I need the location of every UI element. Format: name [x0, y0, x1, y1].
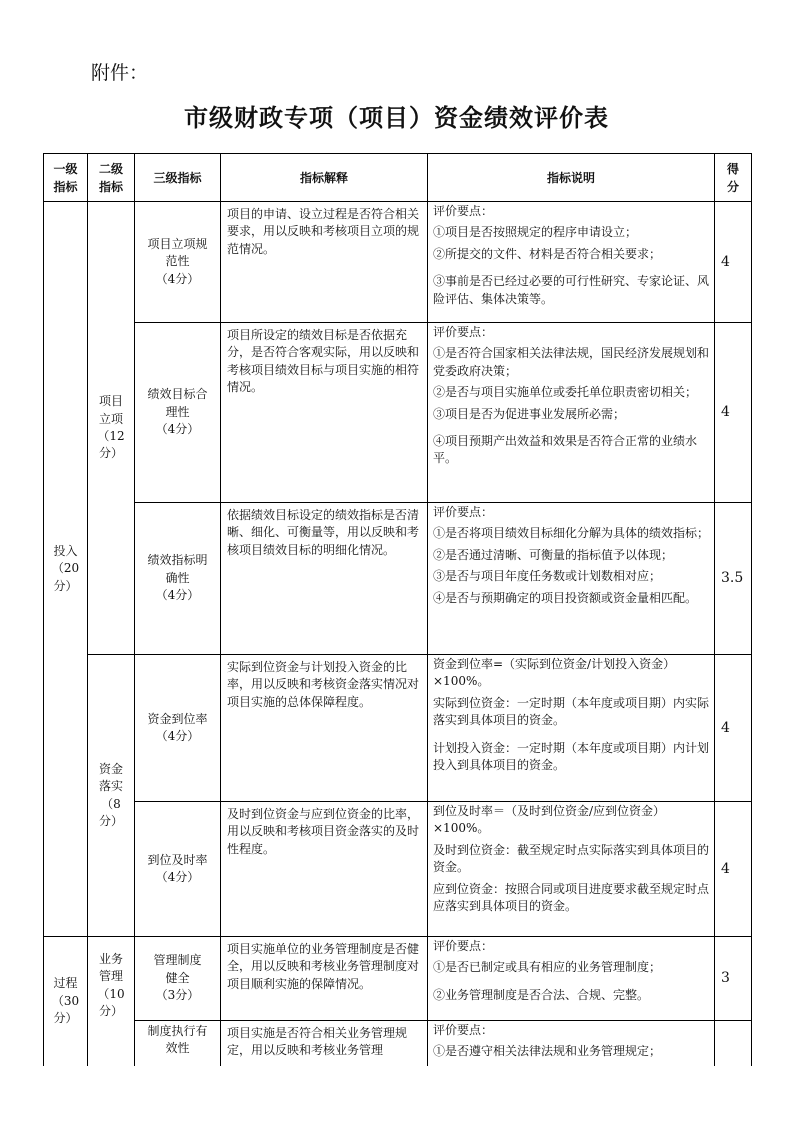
level3-cell: 制度执行有 效性 [135, 1021, 221, 1066]
description-line: ②是否通过清晰、可衡量的指标值予以体现； [433, 547, 674, 562]
explanation-cell: 项目实施是否符合相关业务管理规定，用以反映和考核业务管理 [221, 1021, 428, 1066]
level3-cell: 到位及时率 （4分） [135, 802, 221, 937]
description-cell [428, 655, 715, 802]
description-line: ①是否已制定或具有相应的业务管理制度； [433, 960, 662, 975]
page-title: 市级财政专项（项目）资金绩效评价表 [184, 104, 609, 132]
table-row [44, 323, 752, 503]
description-line: ③事前是否已经过必要的可行性研究、专家论证、风险评估、集体决策等。 [433, 274, 710, 306]
description-line: ②所提交的文件、材料是否符合相关要求； [433, 246, 662, 261]
header-explanation: 指标解释 [221, 154, 428, 202]
level3-cell: 管理制度 健全 （3分） [135, 937, 221, 1021]
table-row [44, 655, 752, 802]
table-row [44, 202, 752, 323]
explanation-cell: 项目所设定的绩效目标是否依据充分，是否符合客观实际，用以反映和考核项目绩效目标与项目实施的相符情况。 [221, 323, 428, 503]
description-line: 评价要点： [433, 1023, 494, 1037]
description-line: ②业务管理制度是否合法、合规、完整。 [433, 987, 650, 1002]
description-line: ①项目是否按照规定的程序申请设立； [433, 225, 638, 240]
level3-cell: 绩效指标明 确性 （4分） [135, 503, 221, 655]
level3-cell: 绩效目标合 理性 （4分） [135, 323, 221, 503]
description-cell [428, 503, 715, 655]
description-line: ①是否遵守相关法律法规和业务管理规定； [433, 1044, 662, 1059]
description-cell [428, 802, 715, 937]
score-cell: 4 [715, 655, 752, 802]
description-line: 资金到位率=（实际到位资金/计划投入资金）×100%。 [433, 657, 676, 689]
level1-process: 过程 （30 分） [44, 937, 88, 1066]
description-line: ①是否符合国家相关法律法规，国民经济发展规划和党委政府决策； [433, 346, 710, 378]
description-line: 评价要点： [433, 505, 494, 519]
attachment-label: 附件： [91, 62, 149, 84]
description-line: ④项目预期产出效益和效果是否符合正常的业绩水平。 [433, 433, 698, 466]
description-line: ③项目是否为促进事业发展所必需； [433, 406, 626, 421]
level1-input: 投入 （20 分） [44, 202, 88, 937]
header-description: 指标说明 [428, 154, 715, 202]
explanation-cell: 项目的申请、设立过程是否符合相关要求，用以反映和考核项目立项的规范情况。 [221, 202, 428, 323]
score-cell: 4 [715, 802, 752, 937]
explanation-cell: 项目实施单位的业务管理制度是否健全，用以反映和考核业务管理制度对项目顺利实施的保障情况。 [221, 937, 428, 1021]
description-line: ④是否与预期确定的项目投资额或资金量相匹配。 [433, 590, 698, 605]
level2-project-approval: 项目 立项 （12 分） [88, 202, 135, 655]
description-line: ②是否与项目实施单位或委托单位职责密切相关； [433, 385, 698, 400]
table-row [44, 1021, 752, 1066]
score-cell: 3.5 [715, 503, 752, 655]
description-cell [428, 1021, 715, 1066]
evaluation-table [43, 153, 752, 1066]
description-line: ③是否与项目年度任务数或计划数相对应； [433, 569, 662, 584]
description-line: 应到位资金：按照合同或项目进度要求截至规定时点应落实到具体项目的资金。 [433, 881, 710, 913]
score-cell: 3 [715, 937, 752, 1021]
description-cell [428, 202, 715, 323]
level3-cell: 资金到位率 （4分） [135, 655, 221, 802]
level3-cell: 项目立项规 范性 （4分） [135, 202, 221, 323]
explanation-cell: 及时到位资金与应到位资金的比率，用以反映和考核项目资金落实的及时性程度。 [221, 802, 428, 937]
table-row [44, 503, 752, 655]
score-cell: 4 [715, 202, 752, 323]
description-cell [428, 323, 715, 503]
description-line: 评价要点： [433, 325, 494, 339]
description-line: ①是否将项目绩效目标细化分解为具体的绩效指标； [433, 526, 710, 541]
table-row [44, 937, 752, 1021]
level2-business-management: 业务 管理 （10 分） [88, 937, 135, 1066]
table-row [44, 802, 752, 937]
level2-funds: 资金 落实 （8 分） [88, 655, 135, 937]
explanation-cell: 实际到位资金与计划投入资金的比率，用以反映和考核资金落实情况对项目实施的总体保障程度。 [221, 655, 428, 802]
explanation-cell: 依据绩效目标设定的绩效指标是否清晰、细化、可衡量等，用以反映和考核项目绩效目标的明细化情况。 [221, 503, 428, 655]
header-level2: 二级 指标 [88, 154, 135, 202]
description-line: 评价要点： [433, 939, 494, 953]
table-header-row [44, 154, 752, 202]
description-line: 及时到位资金：截至规定时点实际落实到具体项目的资金。 [433, 842, 710, 875]
description-line: 实际到位资金：一定时期（本年度或项目期）内实际落实到具体项目的资金。 [433, 695, 710, 728]
header-level3: 三级指标 [135, 154, 221, 202]
header-level1: 一级 指标 [44, 154, 88, 202]
description-line: 到位及时率＝（及时到位资金/应到位资金）×100%。 [433, 804, 666, 836]
header-score: 得 分 [715, 154, 752, 202]
description-line: 计划投入资金：一定时期（本年度或项目期）内计划投入到具体项目的资金。 [433, 740, 710, 772]
score-cell [715, 1021, 752, 1066]
description-line: 评价要点： [433, 204, 494, 218]
description-cell [428, 937, 715, 1021]
score-cell: 4 [715, 323, 752, 503]
